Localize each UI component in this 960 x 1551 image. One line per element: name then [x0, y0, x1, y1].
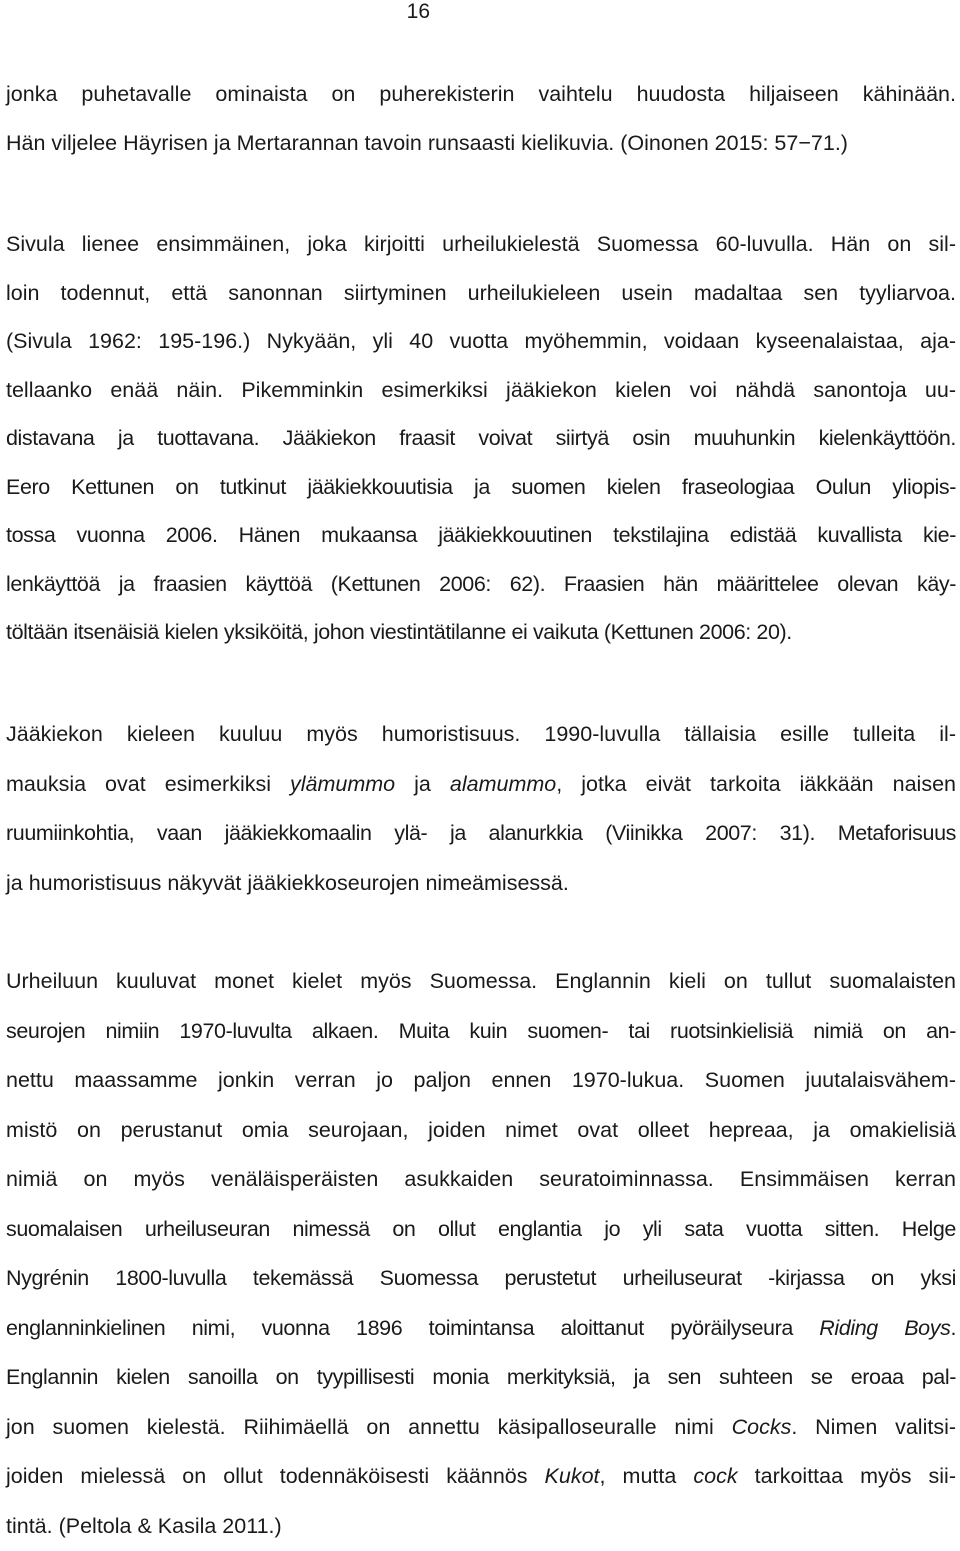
paragraph-3 [6, 710, 956, 908]
line-text: suomalaisen urheiluseuran nimessä on ollut englantia jo yli sata vuotta sitten. Helge [6, 1217, 956, 1241]
text-line [6, 1205, 956, 1255]
line-text: joiden mielessä on ollut todennäköisesti käännös [6, 1464, 545, 1488]
text-line [6, 1106, 956, 1156]
emphasis-term: Kukot [545, 1464, 600, 1488]
text-line: distavana ja tuottavana. Jääkiekon fraasit voivat siirtyä osin muuhunkin kielenkäyttöön. [6, 414, 956, 463]
line-text: ruumiinkohtia, vaan jääkiekkomaalin ylä- ja alanurkkia (Viinikka 2007: 31). Metaforisuus [6, 821, 956, 845]
text-line [6, 1304, 956, 1354]
text-line: loin todennut, että sanonnan siirtyminen urheilukieleen usein madaltaa sen tyyliarvoa. [6, 269, 956, 318]
text-line: Eero Kettunen on tutkinut jääkiekkouutisia ja suomen kielen fraseologiaa Oulun yliopis- [6, 463, 956, 512]
line-text: Englannin kielen sanoilla on tyypillisesti monia merkityksiä, ja sen suhteen se eroaa pal- [6, 1365, 956, 1389]
line-text: nimiä on myös venäläisperäisten asukkaiden seuratoiminnassa. Ensimmäisen kerran [6, 1167, 956, 1191]
emphasis-term: ylämummo [290, 772, 395, 796]
text-line: jonka puhetavalle ominaista on puherekisterin vaihtelu huudosta hiljaiseen kähinään. [6, 70, 956, 119]
text-line [6, 1155, 956, 1205]
line-text: tintä. (Peltola & Kasila 2011.) [6, 1514, 282, 1538]
line-text: , mutta [600, 1464, 694, 1488]
line-text: ja humoristisuus näkyvät jääkiekkoseurojen nimeämisessä. [6, 871, 569, 895]
text-line [6, 1502, 956, 1551]
emphasis-term: Cocks [732, 1415, 792, 1439]
text-line: tellaanko enää näin. Pikemminkin esimerkiksi jääkiekon kielen voi nähdä sanontoja uu- [6, 366, 956, 415]
text-line: tossa vuonna 2006. Hänen mukaansa jääkiekkouutinen tekstilajina edistää kuvallista kie- [6, 511, 956, 560]
emphasis-term: Riding Boys [819, 1316, 950, 1340]
text-line [6, 809, 956, 859]
line-text: tarkoittaa myös sii- [738, 1464, 956, 1488]
line-text: mistö on perustanut omia seurojaan, joiden nimet ovat olleet hepreaa, ja omakielisiä [6, 1118, 956, 1142]
text-line [6, 760, 956, 810]
line-text: ja [395, 772, 450, 796]
text-line [6, 710, 956, 760]
paragraph-4 [6, 957, 956, 1551]
text-line: töltään itsenäisiä kielen yksiköitä, johon viestintätilanne ei vaikuta (Kettunen 2006: 20). [6, 608, 956, 657]
line-text: Nygrénin 1800-luvulla tekemässä Suomessa perustetut urheiluseurat -kirjassa on yksi [6, 1266, 956, 1290]
page-number: 16 [407, 0, 430, 24]
line-text: Urheiluun kuuluvat monet kielet myös Suomessa. Englannin kieli on tullut suomalaisten [6, 969, 956, 993]
text-line [6, 957, 956, 1007]
emphasis-term: cock [693, 1464, 737, 1488]
line-text: , jotka eivät tarkoita iäkkään naisen [556, 772, 956, 796]
line-text: englanninkielinen nimi, vuonna 1896 toimintansa aloittanut pyöräilyseura [6, 1316, 819, 1340]
emphasis-term: alamummo [450, 772, 556, 796]
text-line: Sivula lienee ensimmäinen, joka kirjoitti urheilukielestä Suomessa 60-luvulla. Hän on sil- [6, 220, 956, 269]
line-text: seurojen nimiin 1970-luvulta alkaen. Muita kuin suomen- tai ruotsinkielisiä nimiä on an- [6, 1019, 956, 1043]
paragraph-1 [6, 70, 956, 168]
text-line: lenkäyttöä ja fraasien käyttöä (Kettunen 2006: 62). Fraasien hän määrittelee olevan käy- [6, 560, 956, 609]
text-line [6, 1254, 956, 1304]
line-text: jon suomen kielestä. Riihimäellä on annettu käsipalloseuralle nimi [6, 1415, 732, 1439]
text-line [6, 859, 956, 909]
line-text: mauksia ovat esimerkiksi [6, 772, 290, 796]
text-line [6, 1403, 956, 1453]
text-line [6, 1007, 956, 1057]
text-line [6, 1452, 956, 1502]
line-text: . [950, 1316, 956, 1340]
paragraph-2 [6, 220, 956, 657]
line-text: nettu maassamme jonkin verran jo paljon ennen 1970-lukua. Suomen juutalaisvähem- [6, 1068, 956, 1092]
text-line: Hän viljelee Häyrisen ja Mertarannan tavoin runsaasti kielikuvia. (Oinonen 2015: 57−71.) [6, 119, 956, 168]
text-line: (Sivula 1962: 195-196.) Nykyään, yli 40 vuotta myöhemmin, voidaan kyseenalaistaa, aja- [6, 317, 956, 366]
line-text: Jääkiekon kieleen kuuluu myös humoristisuus. 1990-luvulla tällaisia esille tulleita il- [6, 722, 956, 746]
line-text: . Nimen valitsi- [791, 1415, 956, 1439]
text-line [6, 1353, 956, 1403]
text-line [6, 1056, 956, 1106]
